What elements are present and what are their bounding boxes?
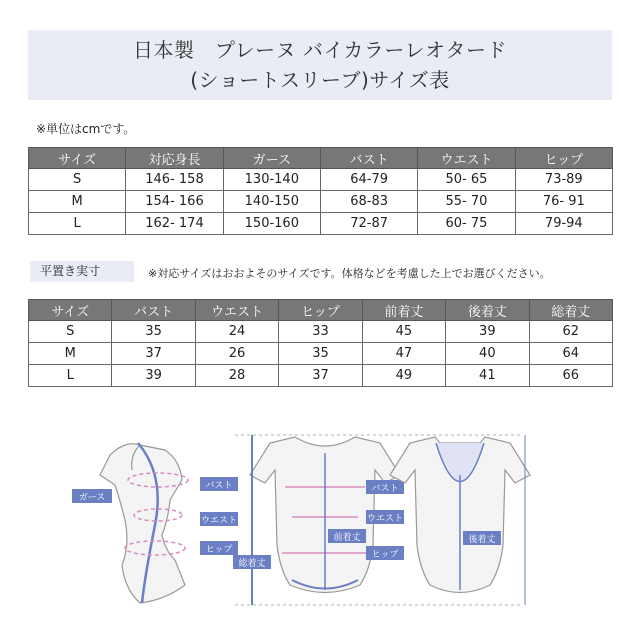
flat-cell: 26 xyxy=(195,343,278,365)
title-line-2: (ショートスリーブ)サイズ表 xyxy=(190,68,450,92)
size-table xyxy=(28,147,613,235)
flat-cell: 41 xyxy=(446,365,529,387)
size-header-3: バスト xyxy=(320,148,417,169)
size-cell: 146- 158 xyxy=(126,169,223,191)
title-band xyxy=(28,30,612,100)
flat-cell: 35 xyxy=(112,321,195,343)
size-table-header-row xyxy=(29,148,613,169)
table-row xyxy=(29,191,613,213)
size-cell: 73-89 xyxy=(515,169,612,191)
flat-cell: M xyxy=(29,343,112,365)
size-cell: L xyxy=(29,213,126,235)
size-header-1: 対応身長 xyxy=(126,148,223,169)
flat-cell: 66 xyxy=(529,365,612,387)
size-cell: M xyxy=(29,191,126,213)
flat-cell: 49 xyxy=(362,365,445,387)
flat-cell: 39 xyxy=(446,321,529,343)
flat-measure-note: ※対応サイズはおおよそのサイズです。体格などを考慮した上でお選びください。 xyxy=(148,267,551,280)
size-cell: 154- 166 xyxy=(126,191,223,213)
flat-cell: 64 xyxy=(529,343,612,365)
flat-cell: 47 xyxy=(362,343,445,365)
table-row xyxy=(29,321,613,343)
flat-cell: 37 xyxy=(112,343,195,365)
hip-label-left: ヒップ xyxy=(205,545,233,555)
flat-measure-table xyxy=(28,299,613,387)
flat-cell: 62 xyxy=(529,321,612,343)
size-cell: 140-150 xyxy=(223,191,320,213)
size-cell: 76- 91 xyxy=(515,191,612,213)
measurement-diagram xyxy=(70,425,540,625)
bust-label-left: バスト xyxy=(205,481,233,491)
size-cell: 68-83 xyxy=(320,191,417,213)
size-table-body xyxy=(29,169,613,235)
flat-cell: 45 xyxy=(362,321,445,343)
flat-header-2: ウエスト xyxy=(195,300,278,321)
flat-cell: 40 xyxy=(446,343,529,365)
flat-header-6: 総着丈 xyxy=(529,300,612,321)
flat-cell: 39 xyxy=(112,365,195,387)
table-row xyxy=(29,169,613,191)
back-length-label: 後着丈 xyxy=(468,535,496,545)
size-header-5: ヒップ xyxy=(515,148,612,169)
waist-label-front: ウエスト xyxy=(366,514,404,524)
front-length-label: 前着丈 xyxy=(333,533,361,543)
flat-cell: 24 xyxy=(195,321,278,343)
size-cell: 162- 174 xyxy=(126,213,223,235)
bust-label-front: バスト xyxy=(371,484,399,494)
flat-table-body xyxy=(29,321,613,387)
flat-header-3: ヒップ xyxy=(279,300,362,321)
flat-header-5: 後着丈 xyxy=(446,300,529,321)
size-cell: S xyxy=(29,169,126,191)
table-row xyxy=(29,365,613,387)
flat-cell: 28 xyxy=(195,365,278,387)
flat-header-1: バスト xyxy=(112,300,195,321)
size-cell: 79-94 xyxy=(515,213,612,235)
hip-label-front: ヒップ xyxy=(371,550,399,560)
size-cell: 130-140 xyxy=(223,169,320,191)
table-row xyxy=(29,213,613,235)
title-line-1: 日本製 プレーヌ バイカラーレオタード xyxy=(132,38,508,62)
flat-table-header-row xyxy=(29,300,613,321)
size-header-4: ウエスト xyxy=(418,148,515,169)
body-figure xyxy=(100,444,185,603)
size-cell: 55- 70 xyxy=(418,191,515,213)
flat-cell: 35 xyxy=(279,343,362,365)
flat-header-4: 前着丈 xyxy=(362,300,445,321)
waist-label-left: ウエスト xyxy=(200,516,238,526)
girth-label: ガース xyxy=(78,493,106,503)
total-length-label: 総着丈 xyxy=(238,559,266,569)
size-header-2: ガース xyxy=(223,148,320,169)
flat-cell: 33 xyxy=(279,321,362,343)
flat-cell: L xyxy=(29,365,112,387)
size-cell: 64-79 xyxy=(320,169,417,191)
size-cell: 150-160 xyxy=(223,213,320,235)
flat-header-0: サイズ xyxy=(29,300,112,321)
size-cell: 60- 75 xyxy=(418,213,515,235)
unit-note: ※単位はcmです。 xyxy=(36,122,136,136)
leotard-illustration xyxy=(70,425,540,625)
table-row xyxy=(29,343,613,365)
size-cell: 50- 65 xyxy=(418,169,515,191)
size-cell: 72-87 xyxy=(320,213,417,235)
flat-cell: S xyxy=(29,321,112,343)
size-header-0: サイズ xyxy=(29,148,126,169)
flat-measure-label: 平置き実寸 xyxy=(30,261,134,282)
flat-cell: 37 xyxy=(279,365,362,387)
